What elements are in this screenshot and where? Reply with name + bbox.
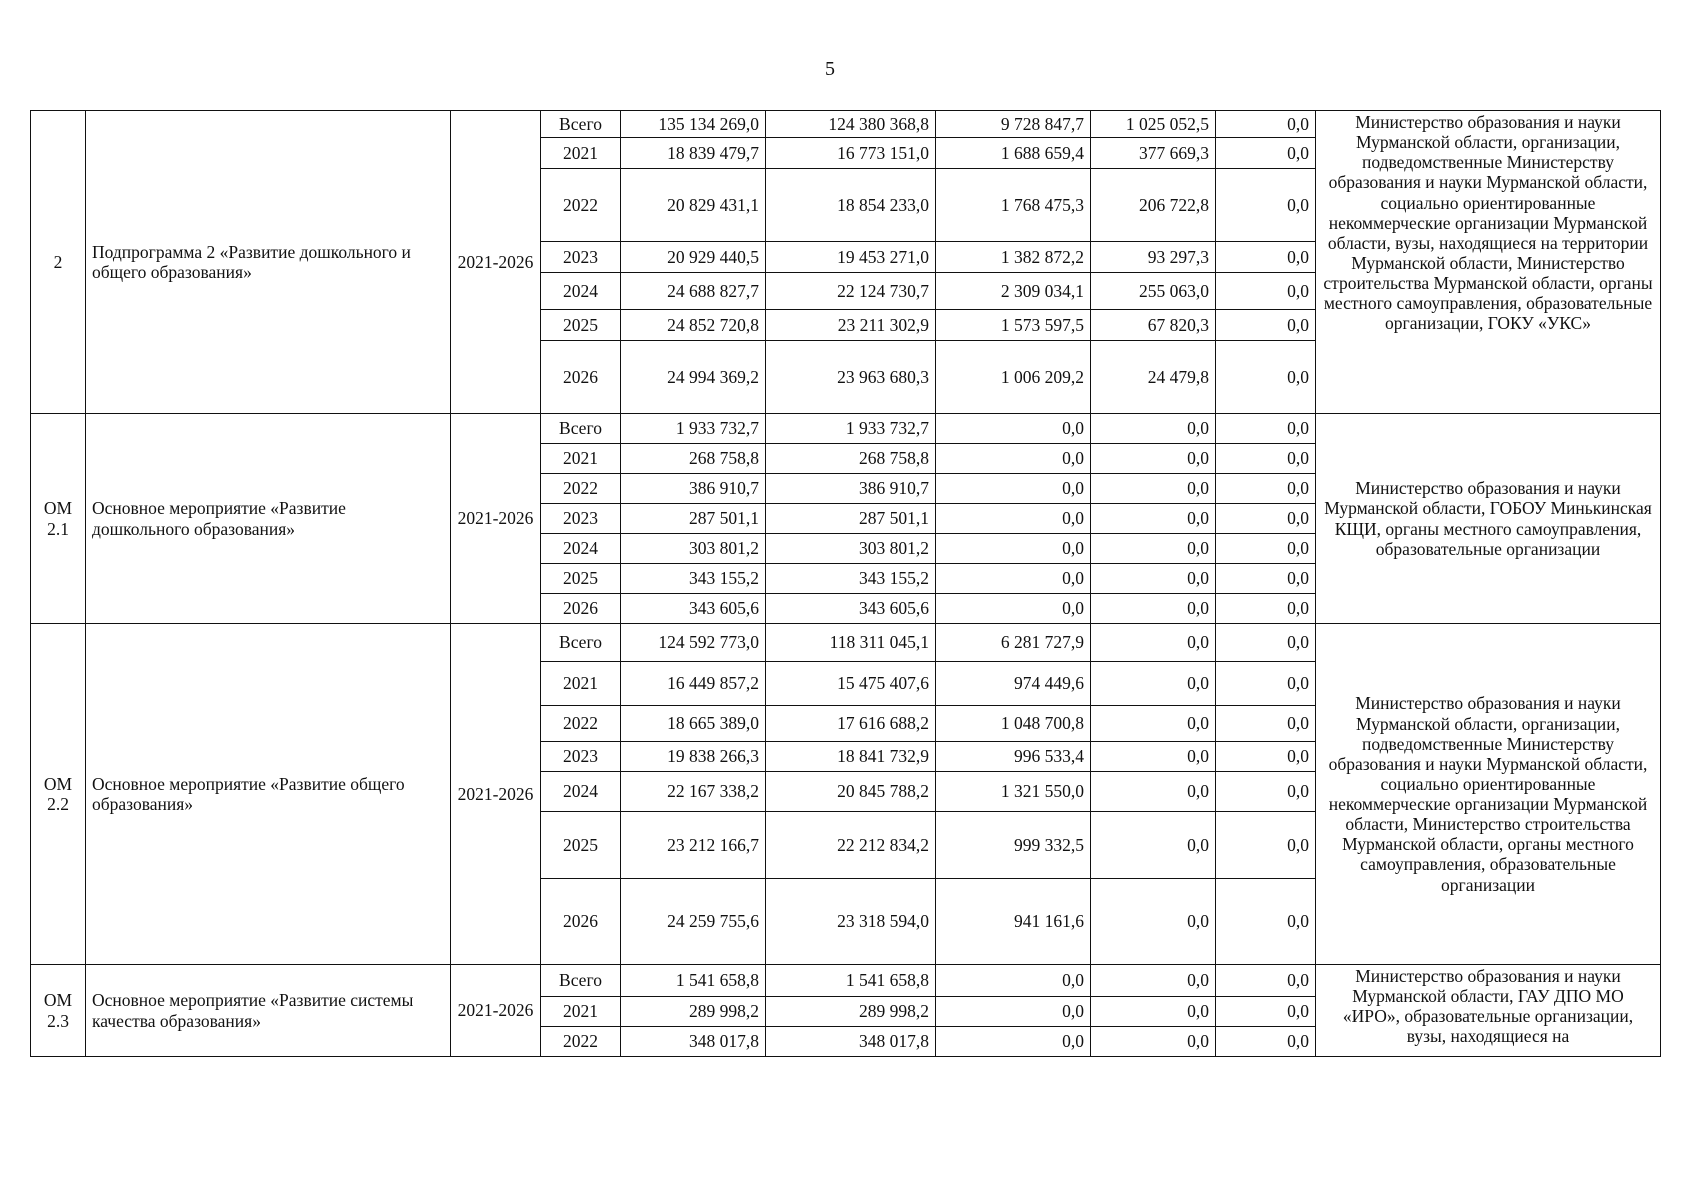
value-cell: 0,0: [1216, 879, 1316, 965]
value-cell: 0,0: [1216, 273, 1316, 310]
value-cell: 0,0: [936, 594, 1091, 624]
year-cell: 2023: [541, 504, 621, 534]
value-cell: 974 449,6: [936, 662, 1091, 706]
year-cell: 2022: [541, 706, 621, 742]
value-cell: 0,0: [1216, 310, 1316, 341]
value-cell: 18 841 732,9: [766, 742, 936, 772]
value-cell: 17 616 688,2: [766, 706, 936, 742]
year-cell: 2022: [541, 1027, 621, 1057]
total-cell: 124 592 773,0: [621, 624, 766, 662]
value-cell: 24 479,8: [1091, 341, 1216, 414]
value-cell: 0,0: [1216, 812, 1316, 879]
year-cell: 2024: [541, 534, 621, 564]
value-cell: 0,0: [1091, 504, 1216, 534]
value-cell: 1 321 550,0: [936, 772, 1091, 812]
value-cell: 0,0: [1216, 624, 1316, 662]
value-cell: 0,0: [1216, 414, 1316, 444]
value-cell: 0,0: [1216, 1027, 1316, 1057]
year-cell: 2024: [541, 273, 621, 310]
value-cell: 22 124 730,7: [766, 273, 936, 310]
value-cell: 18 854 233,0: [766, 169, 936, 242]
item-number: ОМ 2.3: [31, 965, 86, 1057]
total-cell: 343 155,2: [621, 564, 766, 594]
value-cell: 23 963 680,3: [766, 341, 936, 414]
value-cell: 9 728 847,7: [936, 111, 1091, 138]
value-cell: 0,0: [1091, 414, 1216, 444]
year-cell: 2025: [541, 812, 621, 879]
value-cell: 23 318 594,0: [766, 879, 936, 965]
total-cell: 18 839 479,7: [621, 138, 766, 169]
item-name: Подпрограмма 2 «Развитие дошкольного и общего образования»: [86, 111, 451, 414]
item-name: Основное мероприятие «Развитие общего образования»: [86, 624, 451, 965]
value-cell: 0,0: [1216, 138, 1316, 169]
value-cell: 0,0: [1216, 534, 1316, 564]
value-cell: 93 297,3: [1091, 242, 1216, 273]
year-cell: Всего: [541, 965, 621, 997]
value-cell: 16 773 151,0: [766, 138, 936, 169]
value-cell: 0,0: [1216, 341, 1316, 414]
year-cell: 2023: [541, 742, 621, 772]
value-cell: 377 669,3: [1091, 138, 1216, 169]
value-cell: 1 688 659,4: [936, 138, 1091, 169]
value-cell: 0,0: [1091, 742, 1216, 772]
value-cell: 67 820,3: [1091, 310, 1216, 341]
total-cell: 1 541 658,8: [621, 965, 766, 997]
year-cell: 2026: [541, 879, 621, 965]
value-cell: 0,0: [1216, 772, 1316, 812]
item-number: ОМ 2.1: [31, 414, 86, 624]
total-cell: 343 605,6: [621, 594, 766, 624]
value-cell: 255 063,0: [1091, 273, 1216, 310]
year-cell: 2021: [541, 997, 621, 1027]
value-cell: 206 722,8: [1091, 169, 1216, 242]
value-cell: 23 211 302,9: [766, 310, 936, 341]
value-cell: 343 605,6: [766, 594, 936, 624]
year-cell: 2022: [541, 474, 621, 504]
table-row: [31, 624, 1661, 662]
value-cell: 0,0: [1091, 662, 1216, 706]
executors-cell: Министерство образования и науки Мурманской области, ГОБОУ Минькинская КЩИ, органы местного самоуправления, образовательные организации: [1316, 414, 1661, 624]
value-cell: 6 281 727,9: [936, 624, 1091, 662]
total-cell: 348 017,8: [621, 1027, 766, 1057]
value-cell: 343 155,2: [766, 564, 936, 594]
value-cell: 0,0: [936, 474, 1091, 504]
table-row: [31, 111, 1661, 138]
value-cell: 0,0: [1216, 111, 1316, 138]
year-cell: 2021: [541, 138, 621, 169]
total-cell: 23 212 166,7: [621, 812, 766, 879]
budget-table: [30, 110, 1661, 1057]
total-cell: 20 929 440,5: [621, 242, 766, 273]
year-cell: 2021: [541, 662, 621, 706]
total-cell: 22 167 338,2: [621, 772, 766, 812]
value-cell: 22 212 834,2: [766, 812, 936, 879]
total-cell: 287 501,1: [621, 504, 766, 534]
item-period: 2021-2026: [451, 965, 541, 1057]
executors-cell: Министерство образования и науки Мурманской области, организации, подведомственные Министерству образования и науки Мурманской области, социально ориентированные некоммерческие организации Мурманской области, Министерство строительства Мурманской области, органы местного самоуправления, образовательные организации: [1316, 624, 1661, 965]
executors-cell: Министерство образования и науки Мурманской области, организации, подведомственные Министерству образования и науки Мурманской области, социально ориентированные некоммерческие организации Мурманской области, вузы, находящиеся на территории Мурманской области, Министерство строительства Мурманской области, органы местного самоуправления, образовательные организации, ГОКУ «УКС»: [1316, 111, 1661, 414]
table-row: [31, 965, 1661, 997]
value-cell: 1 541 658,8: [766, 965, 936, 997]
value-cell: 1 768 475,3: [936, 169, 1091, 242]
total-cell: 289 998,2: [621, 997, 766, 1027]
page-number: 5: [825, 58, 835, 80]
executors-cell: Министерство образования и науки Мурманской области, ГАУ ДПО МО «ИРО», образовательные организации, вузы, находящиеся на: [1316, 965, 1661, 1057]
value-cell: 289 998,2: [766, 997, 936, 1027]
value-cell: 0,0: [936, 965, 1091, 997]
item-name: Основное мероприятие «Развитие системы качества образования»: [86, 965, 451, 1057]
value-cell: 0,0: [1216, 742, 1316, 772]
year-cell: 2023: [541, 242, 621, 273]
value-cell: 0,0: [936, 997, 1091, 1027]
value-cell: 0,0: [1216, 169, 1316, 242]
value-cell: 941 161,6: [936, 879, 1091, 965]
item-name: Основное мероприятие «Развитие дошкольного образования»: [86, 414, 451, 624]
total-cell: 16 449 857,2: [621, 662, 766, 706]
value-cell: 1 048 700,8: [936, 706, 1091, 742]
value-cell: 0,0: [1091, 534, 1216, 564]
value-cell: 0,0: [1216, 504, 1316, 534]
value-cell: 0,0: [1091, 965, 1216, 997]
value-cell: 2 309 034,1: [936, 273, 1091, 310]
year-cell: 2022: [541, 169, 621, 242]
total-cell: 24 688 827,7: [621, 273, 766, 310]
year-cell: 2026: [541, 341, 621, 414]
value-cell: 19 453 271,0: [766, 242, 936, 273]
value-cell: 0,0: [1216, 594, 1316, 624]
value-cell: 0,0: [1091, 772, 1216, 812]
total-cell: 1 933 732,7: [621, 414, 766, 444]
value-cell: 0,0: [1216, 706, 1316, 742]
value-cell: 0,0: [936, 1027, 1091, 1057]
value-cell: 124 380 368,8: [766, 111, 936, 138]
value-cell: 0,0: [1091, 879, 1216, 965]
value-cell: 386 910,7: [766, 474, 936, 504]
total-cell: 268 758,8: [621, 444, 766, 474]
total-cell: 135 134 269,0: [621, 111, 766, 138]
value-cell: 1 006 209,2: [936, 341, 1091, 414]
total-cell: 19 838 266,3: [621, 742, 766, 772]
year-cell: Всего: [541, 624, 621, 662]
value-cell: 0,0: [1091, 812, 1216, 879]
value-cell: 0,0: [1216, 444, 1316, 474]
value-cell: 0,0: [1216, 474, 1316, 504]
year-cell: Всего: [541, 111, 621, 138]
value-cell: 0,0: [1091, 444, 1216, 474]
value-cell: 0,0: [1216, 662, 1316, 706]
value-cell: 0,0: [936, 414, 1091, 444]
total-cell: 24 852 720,8: [621, 310, 766, 341]
total-cell: 24 259 755,6: [621, 879, 766, 965]
value-cell: 996 533,4: [936, 742, 1091, 772]
value-cell: 0,0: [936, 444, 1091, 474]
value-cell: 0,0: [1216, 997, 1316, 1027]
value-cell: 15 475 407,6: [766, 662, 936, 706]
value-cell: 0,0: [1091, 564, 1216, 594]
value-cell: 0,0: [1216, 965, 1316, 997]
year-cell: 2024: [541, 772, 621, 812]
item-number: ОМ 2.2: [31, 624, 86, 965]
value-cell: 0,0: [936, 564, 1091, 594]
item-number: 2: [31, 111, 86, 414]
value-cell: 20 845 788,2: [766, 772, 936, 812]
value-cell: 268 758,8: [766, 444, 936, 474]
total-cell: 386 910,7: [621, 474, 766, 504]
item-period: 2021-2026: [451, 414, 541, 624]
year-cell: 2021: [541, 444, 621, 474]
value-cell: 1 933 732,7: [766, 414, 936, 444]
value-cell: 303 801,2: [766, 534, 936, 564]
value-cell: 0,0: [1091, 594, 1216, 624]
item-period: 2021-2026: [451, 111, 541, 414]
value-cell: 0,0: [1216, 564, 1316, 594]
value-cell: 118 311 045,1: [766, 624, 936, 662]
total-cell: 303 801,2: [621, 534, 766, 564]
item-period: 2021-2026: [451, 624, 541, 965]
value-cell: 287 501,1: [766, 504, 936, 534]
value-cell: 0,0: [1091, 1027, 1216, 1057]
year-cell: 2025: [541, 310, 621, 341]
value-cell: 348 017,8: [766, 1027, 936, 1057]
value-cell: 1 573 597,5: [936, 310, 1091, 341]
value-cell: 1 382 872,2: [936, 242, 1091, 273]
value-cell: 0,0: [936, 504, 1091, 534]
value-cell: 0,0: [936, 534, 1091, 564]
year-cell: 2025: [541, 564, 621, 594]
year-cell: 2026: [541, 594, 621, 624]
total-cell: 20 829 431,1: [621, 169, 766, 242]
table-row: [31, 414, 1661, 444]
value-cell: 999 332,5: [936, 812, 1091, 879]
value-cell: 1 025 052,5: [1091, 111, 1216, 138]
value-cell: 0,0: [1091, 474, 1216, 504]
value-cell: 0,0: [1091, 624, 1216, 662]
total-cell: 18 665 389,0: [621, 706, 766, 742]
total-cell: 24 994 369,2: [621, 341, 766, 414]
value-cell: 0,0: [1091, 706, 1216, 742]
year-cell: Всего: [541, 414, 621, 444]
value-cell: 0,0: [1091, 997, 1216, 1027]
value-cell: 0,0: [1216, 242, 1316, 273]
